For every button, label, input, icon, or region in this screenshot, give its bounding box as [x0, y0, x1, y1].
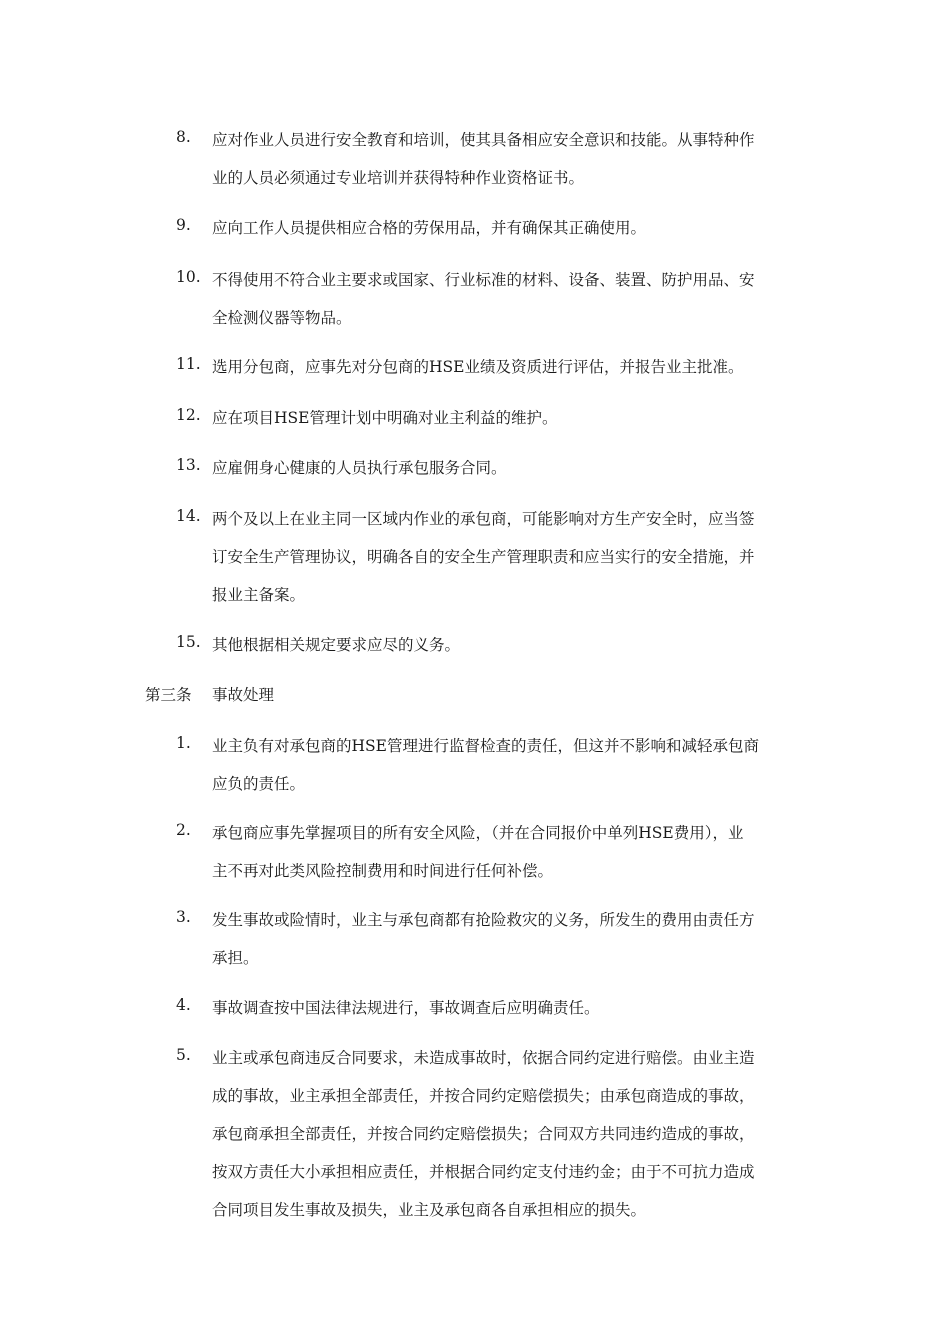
item-number: 1. — [176, 734, 191, 752]
item-text-line: 承担。 — [212, 949, 259, 967]
item-number: 3. — [176, 908, 191, 926]
section-title: 事故处理 — [212, 686, 275, 704]
item-text-line: 应在项目HSE管理计划中明确对业主利益的维护。 — [212, 409, 558, 427]
item-number: 15. — [176, 633, 201, 651]
item-text-line: 其他根据相关规定要求应尽的义务。 — [212, 636, 461, 654]
item-number: 5. — [176, 1046, 191, 1064]
item-text-line: 承包商承担全部责任，并按合同约定赔偿损失；合同双方共同违约造成的事故， — [212, 1125, 755, 1143]
item-text-line: 业主或承包商违反合同要求，未造成事故时，依据合同约定进行赔偿。由业主造 — [212, 1049, 755, 1067]
item-number: 14. — [176, 507, 201, 525]
item-number: 11. — [176, 355, 201, 373]
item-text-line: 承包商应事先掌握项目的所有安全风险，（并在合同报价中单列HSE费用），业 — [212, 824, 744, 842]
item-text-line: 合同项目发生事故及损失，业主及承包商各自承担相应的损失。 — [212, 1201, 647, 1219]
item-text-line: 成的事故，业主承担全部责任，并按合同约定赔偿损失；由承包商造成的事故， — [212, 1087, 755, 1105]
item-number: 2. — [176, 821, 191, 839]
item-text-line: 应雇佣身心健康的人员执行承包服务合同。 — [212, 459, 507, 477]
item-text-line: 全检测仪器等物品。 — [212, 309, 352, 327]
item-text-line: 应负的责任。 — [212, 775, 306, 793]
item-text-line: 应对作业人员进行安全教育和培训，使其具备相应安全意识和技能。从事特种作 — [212, 131, 755, 149]
item-text-line: 两个及以上在业主同一区域内作业的承包商，可能影响对方生产安全时，应当签 — [212, 510, 755, 528]
item-number: 12. — [176, 406, 201, 424]
item-number: 9. — [176, 216, 191, 234]
item-text-line: 事故调查按中国法律法规进行，事故调查后应明确责任。 — [212, 999, 600, 1017]
item-text-line: 订安全生产管理协议，明确各自的安全生产管理职责和应当实行的安全措施，并 — [212, 548, 755, 566]
section-number: 第三条 — [145, 686, 192, 704]
item-text-line: 主不再对此类风险控制费用和时间进行任何补偿。 — [212, 862, 554, 880]
item-number: 8. — [176, 128, 191, 146]
item-number: 10. — [176, 268, 201, 286]
item-text-line: 应向工作人员提供相应合格的劳保用品，并有确保其正确使用。 — [212, 219, 647, 237]
item-number: 4. — [176, 996, 191, 1014]
item-text-line: 业的人员必须通过专业培训并获得特种作业资格证书。 — [212, 169, 585, 187]
item-text-line: 业主负有对承包商的HSE管理进行监督检查的责任，但这并不影响和减轻承包商 — [212, 737, 759, 755]
item-text-line: 不得使用不符合业主要求或国家、行业标准的材料、设备、装置、防护用品、安 — [212, 271, 755, 289]
item-text-line: 按双方责任大小承担相应责任，并根据合同约定支付违约金；由于不可抗力造成 — [212, 1163, 755, 1181]
item-text-line: 选用分包商，应事先对分包商的HSE业绩及资质进行评估，并报告业主批准。 — [212, 358, 744, 376]
item-number: 13. — [176, 456, 201, 474]
item-text-line: 报业主备案。 — [212, 586, 306, 604]
item-text-line: 发生事故或险情时，业主与承包商都有抢险救灾的义务，所发生的费用由责任方 — [212, 911, 755, 929]
